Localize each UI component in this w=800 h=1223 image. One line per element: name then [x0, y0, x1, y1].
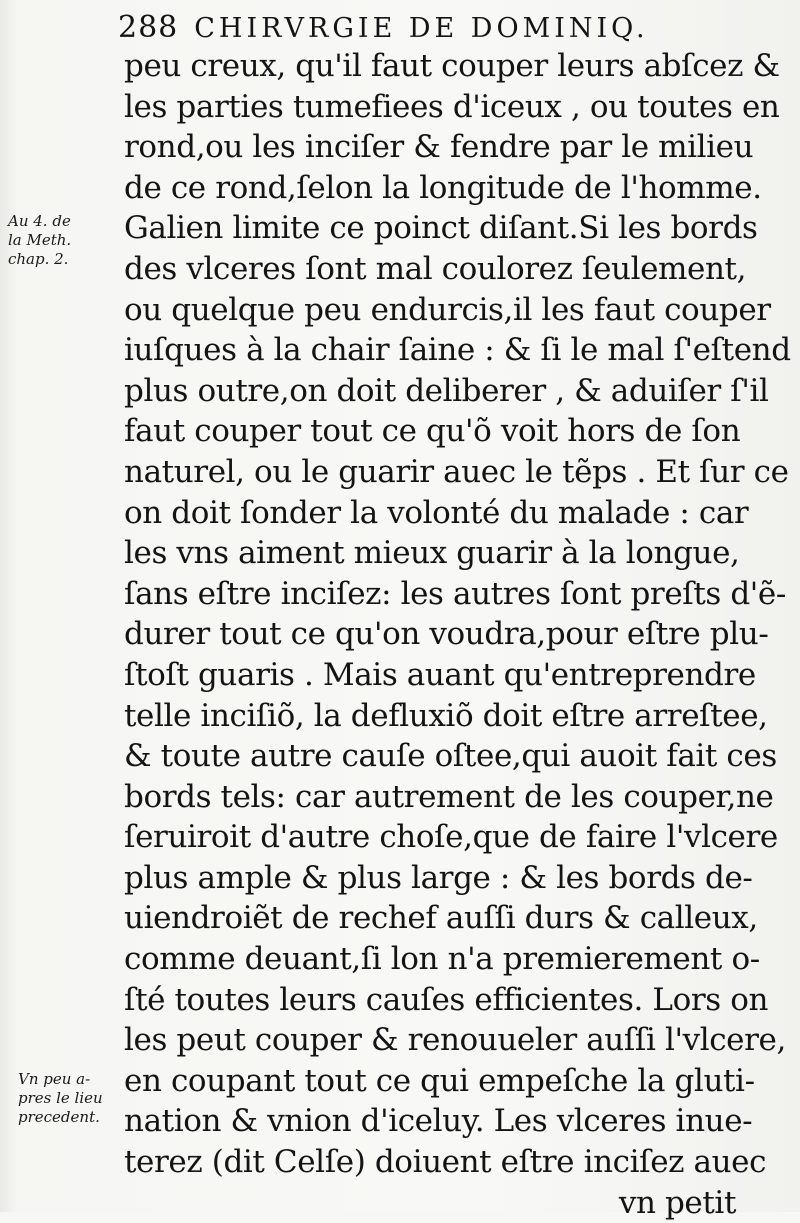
text-line: comme deuant,ſi lon n'a premierement o-: [124, 941, 760, 978]
page-number: 288: [118, 10, 179, 45]
text-line: telle inciſiõ, la defluxiõ doit eſtre arreſtee,: [124, 697, 768, 734]
text-line: peu creux, qu'il faut couper leurs abſcez &: [124, 48, 780, 84]
text-line: les peut couper & renouueler auſſi l'vlcere,: [124, 1022, 786, 1059]
text-line: les vns aiment mieux guarir à la longue,: [124, 535, 740, 572]
text-line: plus outre,on doit deliberer , & aduiſer ſ'il: [124, 372, 769, 409]
margin-note-line: la Meth.: [8, 231, 72, 249]
text-line: des vlceres ſont mal coulorez ſeulement,: [124, 250, 747, 287]
text-line: ſtoſt guaris . Mais auant qu'entreprendre: [124, 656, 756, 693]
body-text: [124, 46, 791, 1223]
margin-note-line: Vn peu a-: [18, 1070, 91, 1088]
text-line: rond,ou les inciſer & fendre par le milieu: [124, 129, 754, 166]
catchword-line: vn petit: [618, 1184, 736, 1221]
text-line: naturel, ou le guarir auec le tẽps . Et ſur ce: [124, 453, 789, 490]
text-line: ſans eſtre inciſez: les autres ſont preſts d'ẽ-: [124, 575, 786, 612]
text-line: nation & vnion d'iceluy. Les vlceres inue-: [124, 1103, 753, 1140]
text-line: les parties tumefiees d'iceux , ou toutes en: [124, 88, 780, 125]
text-line: on doit ſonder la volonté du malade : car: [124, 494, 749, 531]
text-line: durer tout ce qu'on voudra,pour eſtre plu-: [124, 616, 769, 653]
text-line: plus ample & plus large : & les bords de-: [124, 859, 753, 896]
text-line: uiendroiẽt de rechef auſſi durs & calleux,: [124, 900, 758, 937]
margin-note-line: Au 4. de: [8, 212, 71, 230]
margin-note-galien-reference: [8, 212, 71, 269]
margin-note-line: pres le lieu: [18, 1089, 103, 1107]
text-line: & toute autre cauſe oſtee,qui auoit fait ces: [124, 738, 777, 775]
running-title: CHIRVRGIE DE DOMINIQ.: [194, 13, 649, 44]
text-line: terez (dit Celſe) doiuent eſtre inciſez auec: [124, 1144, 767, 1181]
text-line: ſeruiroit d'autre choſe,que de faire l'vlcere: [124, 819, 778, 856]
text-line: faut couper tout ce qu'õ voit hors de ſon: [124, 413, 741, 450]
text-line: en coupant tout ce qui empeſche la gluti-: [124, 1062, 755, 1099]
margin-note-celse-reference: [18, 1070, 103, 1127]
text-line: ſté toutes leurs cauſes efficientes. Lors on: [124, 981, 769, 1018]
text-line: de ce rond,ſelon la longitude de l'homme.: [124, 169, 762, 206]
text-line: Galien limite ce poinct diſant.Si les bords: [124, 210, 758, 247]
margin-note-line: chap. 2.: [8, 250, 69, 268]
text-line: ou quelque peu endurcis,il les faut couper: [124, 291, 771, 328]
text-line: iuſques à la chair ſaine : & ſi le mal ſ'eſtend: [124, 332, 791, 369]
text-line: bords tels: car autrement de les couper,ne: [124, 778, 774, 815]
page-header: [118, 10, 718, 50]
margin-note-line: precedent.: [18, 1108, 100, 1126]
